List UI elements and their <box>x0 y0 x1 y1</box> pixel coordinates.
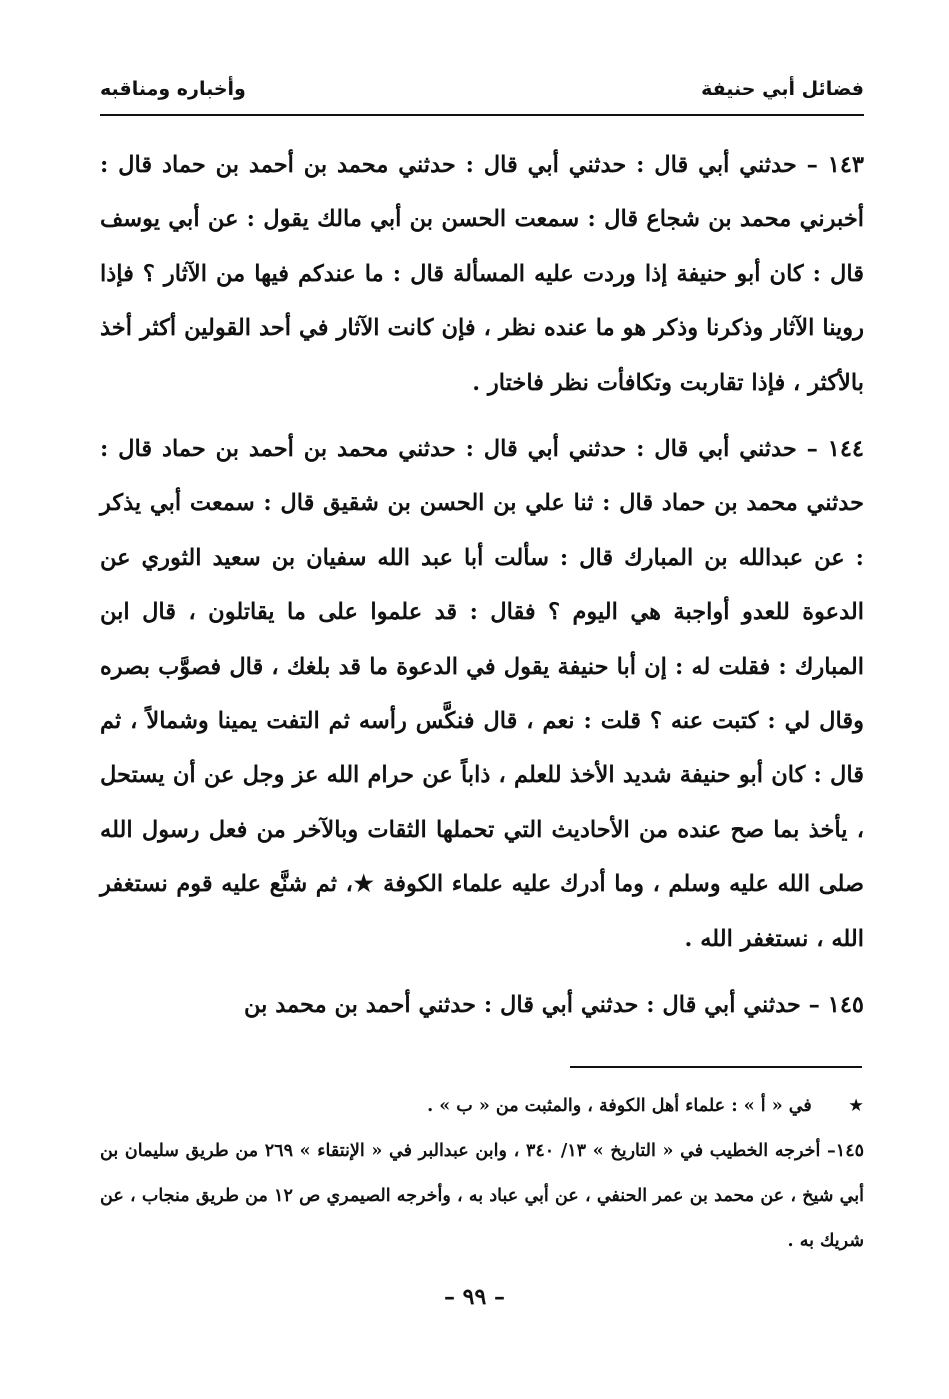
paragraph-145: ١٤٥ – حدثني أبي قال : حدثني أبي قال : حدثني أحمد بن محمد بن <box>244 992 864 1019</box>
running-header <box>100 74 864 104</box>
footnotes <box>100 1084 864 1264</box>
footnote-145: ١٤٥– أخرجه الخطيب في « التاريخ » ١٣/ ٣٤٠ ، وابن عبدالبر في « الإنتقاء » ٢٦٩ من طريق سليمان بن أبي شيخ ، عن محمد بن عمر الحنفي ، عن أبي عباد به ، وأخرجه الصيمري ص ١٢ من طريق منجاب ، عن شريك به . <box>100 1141 864 1251</box>
header-left-title: وأخباره ومناقبه <box>100 78 246 100</box>
footnote-star-text: في « أ » : علماء أهل الكوفة ، والمثبت من « ب » . <box>427 1096 812 1116</box>
header-rule <box>100 114 864 116</box>
star-marker: ★ <box>848 1096 864 1116</box>
paragraph-144: ١٤٤ – حدثني أبي قال : حدثني أبي قال : حدثني محمد بن أحمد بن حماد قال : حدثني محمد بن حماد قال : ثنا علي بن الحسن بن شقيق قال : سمعت أبي يذكر : عن عبدالله بن المبارك قال : سألت أبا عبد الله سفيان بن سعيد الثوري عن الدعوة للعدو أواجبة هي اليوم ؟ فقال : قد علموا على ما يقاتلون ، قال ابن المبارك : فقلت له : إن أبا حنيفة يقول في الدعوة ما قد بلغك ، قال فصوَّب بصره وقال لي : كتبت عنه ؟ قلت : نعم ، قال فنكَّس رأسه ثم التفت يمينا وشمالاً ، ثم قال : كان أبو حنيفة شديد الأخذ للعلم ، ذاباً عن حرام الله عز وجل عن أن يستحل ، يأخذ بما صح عنده من الأحاديث التي تحملها الثقات وبالآخر من فعل رسول الله صلى الله عليه وسلم ، وما أدرك عليه علماء الكوفة ★، ثم شنَّع عليه قوم نستغفر الله ، نستغفر الله . <box>100 436 864 952</box>
page-number: – ٩٩ – <box>444 1284 505 1310</box>
paragraph-143: ١٤٣ – حدثني أبي قال : حدثني أبي قال : حدثني محمد بن أحمد بن حماد قال : أخبرني محمد بن شجاع قال : سمعت الحسن بن أبي مالك يقول : عن أبي يوسف قال : كان أبو حنيفة إذا وردت عليه المسألة قال : ما عندكم فيها من الآثار ؟ فإذا روينا الآثار وذكرنا وذكر هو ما عنده نظر ، فإن كانت الآثار في أحد القولين أكثر أخذ بالأكثر ، فإذا تقاربت وتكافأت نظر فاختار . <box>100 152 864 396</box>
footnote-rule <box>570 1066 862 1068</box>
header-right-title: فضائل أبي حنيفة <box>701 78 864 100</box>
main-text <box>100 138 864 1045</box>
footnote-star <box>100 1084 864 1129</box>
